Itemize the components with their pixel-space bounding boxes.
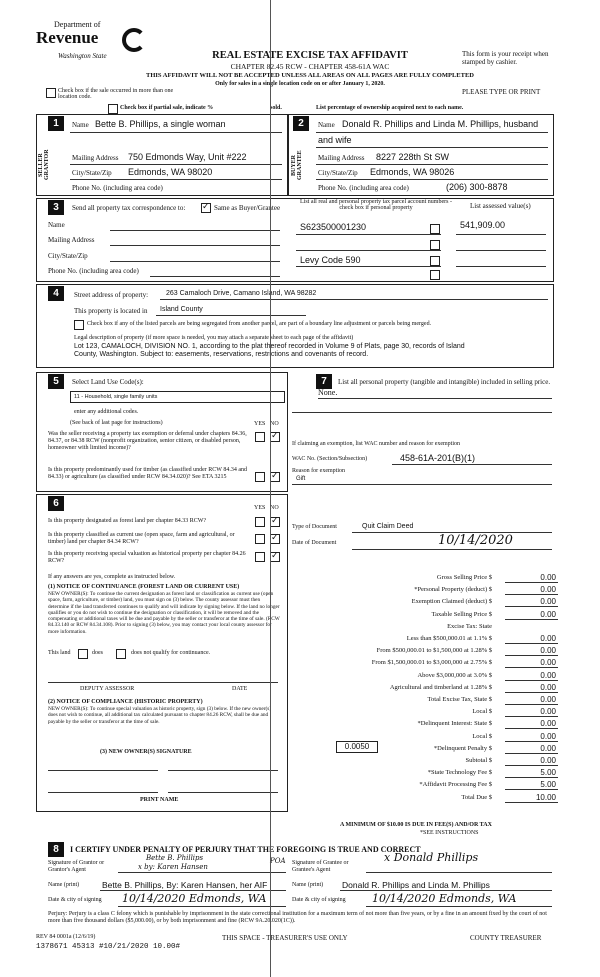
buyer-mailing[interactable]: 8227 228th St SW: [376, 152, 450, 162]
wac-label: WAC No. (Section/Subsection): [292, 456, 368, 462]
partial-sale-label: Check box if partial sale, indicate %: [120, 105, 214, 111]
local-rate[interactable]: 0.0050: [336, 741, 378, 753]
tax-row-label: Total Excise Tax, State $: [427, 696, 492, 703]
seller-city-label: City/State/Zip: [72, 169, 112, 177]
tax-row-label: *Affidavit Processing Fee $: [419, 781, 492, 789]
q6-3-yes[interactable]: [255, 552, 265, 562]
corr-city-label: City/State/Zip: [48, 252, 88, 260]
yes-header-5: YES: [254, 421, 266, 427]
parcel4-checkbox[interactable]: [430, 270, 440, 280]
assessed-header: List assessed value(s): [470, 202, 531, 210]
q6-1-no[interactable]: [270, 517, 280, 527]
q5-1: Was the seller receiving a property tax exemption or deferral under chapters 84.36, 84.37, or 84.38 RCW (nonprofit organization, senior citizen, or disabled person, homeowner with limited income)?: [48, 431, 247, 451]
tax-row-amount[interactable]: 0.00: [540, 585, 556, 595]
grantor-date[interactable]: 10/14/2020 Edmonds, WA: [122, 892, 267, 905]
q5-1-no[interactable]: [270, 432, 280, 442]
form-chapter: CHAPTER 82.45 RCW - CHAPTER 458-61A WAC: [230, 62, 390, 71]
recording-stamp: 1378671 45313 #10/21/2020 10.00#: [36, 943, 181, 951]
doc-date-label: Date of Document: [292, 540, 337, 546]
buyer-city[interactable]: Edmonds, WA 98026: [370, 167, 455, 177]
grantor-name[interactable]: Bette B. Phillips, By: Karen Hansen, her AIF: [102, 880, 268, 890]
section-4-number: 4: [48, 286, 64, 301]
multi-location-checkbox[interactable]: [46, 88, 56, 98]
seller-phone-label: Phone No. (including area code): [72, 184, 163, 192]
seller-mailing-label: Mailing Address: [72, 154, 119, 162]
q6-2: Is this property classified as current use (open space, farm and agricultural, or timber) land per chapter 84.34 RCW?: [48, 532, 235, 545]
dept-logo-text: Revenue: [36, 28, 99, 47]
grantee-sig-label: Signature of Grantee or Grantee's Agent: [292, 860, 349, 873]
grantee-date[interactable]: 10/14/2020 Edmonds, WA: [372, 892, 517, 905]
corr-mailing-label: Mailing Address: [48, 236, 95, 244]
land-does-not-checkbox[interactable]: [116, 649, 126, 659]
parcel-personal-checkbox[interactable]: [430, 224, 440, 234]
minimum-due: A MINIMUM OF $10.00 IS DUE IN FEE(S) AND/OR TAX: [340, 822, 492, 828]
tax-row-label: From $500,000.01 to $1,500,000 at 1.28% $: [376, 647, 492, 655]
no-header-5: NO: [270, 421, 279, 427]
q6-2-yes[interactable]: [255, 534, 265, 544]
tax-row-label: *State Technology Fee $: [427, 769, 492, 777]
grantee-signature[interactable]: x Donald Phillips: [384, 851, 479, 864]
tax-row-amount[interactable]: 0.00: [540, 743, 556, 753]
tax-row-line: [505, 716, 558, 717]
legal-label: Legal description of property (if more space is needed, you may attach a separate sheet to each page of the affidavit): [74, 335, 354, 341]
tax-row-line: [505, 777, 558, 778]
buyer-city-label: City/State/Zip: [318, 169, 358, 177]
reason-label: Reason for exemption: [292, 468, 345, 474]
tax-row-amount[interactable]: 0.00: [540, 695, 556, 704]
tax-row-line: [505, 594, 558, 595]
seller-name[interactable]: Bette B. Phillips, a single woman: [95, 119, 226, 129]
assessor-date-label: DATE: [232, 686, 248, 692]
tax-row-label: Exemption Claimed (deduct) $: [411, 598, 492, 606]
doc-date[interactable]: 10/14/2020: [438, 533, 513, 548]
seller-name-label: Name: [72, 121, 89, 129]
q5-2-no[interactable]: [270, 472, 280, 482]
tax-row-line: [505, 582, 558, 583]
yes-header-6: YES: [254, 505, 266, 511]
new-owner-sig-title: (3) NEW OWNER(S) SIGNATURE: [100, 749, 192, 755]
please-type: PLEASE TYPE OR PRINT: [462, 88, 541, 96]
tax-row-line: [505, 704, 558, 705]
dept-logo: [36, 18, 136, 70]
section-8-number: 8: [48, 842, 64, 857]
historic-title: (2) NOTICE OF COMPLIANCE (HISTORIC PROPERTY): [48, 699, 203, 705]
tax-row-label: Taxable Selling Price $: [431, 610, 492, 618]
tax-row-label: Above $3,000,000 at 3.0% $: [417, 671, 492, 679]
parcel3-checkbox[interactable]: [430, 256, 440, 266]
see-instructions: *SEE INSTRUCTIONS: [420, 830, 479, 836]
tax-row-label: Agricultural and timberland at 1.28% $: [389, 683, 492, 691]
assessed-value[interactable]: 541,909.00: [460, 220, 506, 230]
continuance-text: NEW OWNER(S): To continue the current designation as forest land or classification as current use (open space, farm, agriculture, or timber) land, you must sign on (3) below. The county assessor must then determine if the land transferred continues to qualify and will indicate by signing below. If the land no longer qualifies or you do not wish to continue the designation or classification, it will be removed and the compensating or additional taxes will be due and payable by the seller or transferor at the time of sale. (RCW 84.33.140 or RCW 84.34.108). Prior to signing (3) below, you may contact your local county assessor for more information.: [48, 591, 280, 635]
dept-state: Washington State: [58, 52, 107, 60]
dept-line1: Department of: [54, 20, 101, 29]
tax-row-amount[interactable]: 0.00: [540, 609, 556, 619]
section-3-number: 3: [48, 200, 64, 215]
tax-row-amount[interactable]: 0.00: [540, 634, 556, 643]
segregated-checkbox[interactable]: [74, 320, 84, 330]
form-number: REV 84 0001a (12/6/19): [36, 934, 96, 940]
tax-row-label: Less than $500,000.01 at 1.1% $: [406, 635, 492, 642]
section-2-number: 2: [293, 116, 309, 131]
tax-row-label: From $1,500,000.01 to $3,000,000 at 2.75% $: [371, 659, 492, 667]
tax-row-label: Subtotal $: [465, 757, 492, 764]
q6-3: Is this property receiving special valuation as historical property per chapter 84.26 RCW?: [48, 551, 246, 564]
tax-row-amount[interactable]: 0.00: [540, 756, 556, 765]
parcel-header: List all real and personal property tax parcel account numbers - check box if personal property: [300, 199, 452, 211]
grantee-name[interactable]: Donald R. Phillips and Linda M. Phillips: [342, 880, 490, 890]
tax-row-line: [505, 606, 558, 607]
logo-swirl-icon: [122, 28, 146, 52]
tax-row-line: [505, 667, 558, 668]
tax-row-label: Gross Selling Price $: [436, 574, 492, 581]
personal-property-label: List all personal property (tangible and intangible) included in selling price.: [338, 378, 551, 386]
no-header-6: NO: [270, 505, 279, 511]
seller-side-label: SELLER GRANTOR: [38, 149, 50, 181]
grantor-sig-label: Signature of Grantor or Grantor's Agent: [48, 860, 105, 873]
see-back: (See back of last page for instructions): [70, 420, 163, 426]
located-label: This property is located in: [74, 307, 148, 315]
q5-2-yes[interactable]: [255, 472, 265, 482]
does-not-label: does not qualify for continuance.: [131, 650, 211, 656]
parcel2-checkbox[interactable]: [430, 240, 440, 250]
section-6-number: 6: [48, 496, 64, 511]
form-title: REAL ESTATE EXCISE TAX AFFIDAVIT: [212, 50, 408, 61]
tax-row-amount[interactable]: 0.00: [540, 707, 556, 717]
treasurer-space-label: THIS SPACE - TREASURER'S USE ONLY: [222, 934, 348, 942]
print-name-label: PRINT NAME: [140, 797, 179, 803]
additional-codes: enter any additional codes.: [74, 409, 139, 415]
tax-row-line: [505, 655, 558, 656]
tax-row-line: [505, 765, 558, 766]
tax-row-amount[interactable]: 0.00: [540, 573, 556, 582]
corr-name-label: Name: [48, 221, 65, 229]
exemption-label: If claiming an exemption, list WAC number and reason for exemption: [292, 441, 461, 447]
seller-mailing[interactable]: 750 Edmonds Way, Unit #222: [128, 152, 247, 162]
perjury-notice: Perjury: Perjury is a class C felony which is punishable by imprisonment in the state correctional institution for a maximum term of not more than five years, or by a fine in an amount fixed by the court of not more than five thousand dollars ($5,000.00), or by both imprisonment and fine (RCW 9A.20.020(1C)).: [48, 911, 547, 924]
section-5-number: 5: [48, 374, 64, 389]
tax-row-label: Total Due $: [461, 793, 492, 801]
corr-phone-label: Phone No. (including area code): [48, 267, 139, 275]
ownership-note: List percentage of ownership acquired next to each name.: [316, 105, 464, 111]
tax-row-label: *Delinquent Penalty $: [433, 744, 492, 752]
q5-2: Is this property predominantly used for timber (as classified under RCW 84.34 and 84.33) or agriculture (as classified under RCW 84.34.020)? See ETA 3215: [48, 467, 248, 480]
tax-row-line: [505, 680, 558, 681]
tax-row-amount[interactable]: 0.00: [540, 658, 556, 668]
personal-property[interactable]: None.: [318, 388, 338, 397]
tax-row-amount[interactable]: 0.00: [540, 597, 556, 607]
tax-row-line: [505, 728, 558, 729]
grantor-name-label: Name (print): [48, 882, 80, 888]
tax-row-line: [505, 741, 558, 742]
segregated-label: Check box if any of the listed parcels are being segregated from another parcel, are part of a boundary line adjustment or parcels being merged.: [87, 321, 432, 327]
this-land-label: This land: [48, 650, 71, 656]
same-as-buyer-label: Same as Buyer/Grantee: [214, 204, 281, 212]
buyer-name-line1[interactable]: Donald R. Phillips and Linda M. Phillips, husband: [342, 119, 539, 129]
historic-text: NEW OWNER(S): To continue special valuation as historic property, sign (3) below. If the new owner(s) does not wish to continue, all additional tax calculated pursuant to chapter 84.26 RCW, shall be due and payable by the seller or transferor at the time of sale.: [48, 706, 272, 725]
buyer-mailing-label: Mailing Address: [318, 154, 365, 162]
land-use-select[interactable]: 11 - Household, single family units: [70, 391, 285, 403]
tax-row-amount[interactable]: 0.00: [540, 719, 556, 729]
tax-row-amount[interactable]: 5.00: [540, 780, 556, 790]
parcel-number[interactable]: S623500001230: [300, 222, 367, 232]
tax-row-amount[interactable]: 10.00: [535, 792, 556, 802]
land-use-label: Select Land Use Code(s):: [72, 378, 144, 386]
receipt-note: This form is your receipt when stamped by cashier.: [462, 50, 549, 66]
send-corr-label: Send all property tax correspondence to:: [72, 204, 186, 212]
grantor-date-label: Date & city of signing: [48, 897, 102, 903]
tax-row-line: [505, 789, 558, 790]
multi-location-label: Check box if the sale occurred in more than one location code.: [58, 88, 174, 100]
tax-row-line: [505, 619, 558, 620]
sales-note: Only for sales in a single location code on or after January 1, 2020.: [215, 81, 385, 87]
poa-mark: POA: [270, 857, 286, 865]
tax-row-line: [505, 643, 558, 644]
if-yes-note: If any answers are yes, complete as instructed below.: [48, 574, 176, 580]
grantor-signature-2[interactable]: x by: Karen Hansen: [138, 863, 208, 871]
q6-3-no[interactable]: [270, 552, 280, 562]
tax-row-label: Local $: [472, 732, 492, 740]
grantee-date-label: Date & city of signing: [292, 897, 346, 903]
partial-sale-checkbox[interactable]: [108, 104, 118, 114]
land-does-checkbox[interactable]: [78, 649, 88, 659]
tax-row-label: Excise Tax: State: [447, 622, 492, 630]
q6-2-no[interactable]: [270, 534, 280, 544]
legal-line1[interactable]: Lot 123, CAMALOCH, DIVISION NO. 1, according to the plat thereof recorded in Volume 9 of Plats, page 30, records of Island: [74, 343, 465, 350]
sold-label: sold.: [270, 105, 282, 111]
tax-row-line: [505, 753, 558, 754]
doc-type-label: Type of Document: [292, 524, 337, 530]
tax-row-amount[interactable]: 0.00: [540, 670, 556, 680]
tax-row-amount[interactable]: 0.00: [540, 682, 556, 692]
levy-code[interactable]: Levy Code 590: [300, 255, 361, 265]
tax-row-amount[interactable]: 5.00: [540, 768, 556, 778]
buyer-name-line2[interactable]: and wife: [318, 135, 352, 145]
q6-1-yes[interactable]: [255, 517, 265, 527]
certify-text: I CERTIFY UNDER PENALTY OF PERJURY THAT THE FOREGOING IS TRUE AND CORRECT: [70, 845, 421, 854]
buyer-side-label: BUYER GRANTEE: [291, 150, 303, 180]
tax-row-amount[interactable]: 0.00: [540, 646, 556, 656]
q6-1: Is this property designated as forest land per chapter 84.33 RCW?: [48, 518, 207, 524]
street-label: Street address of property:: [74, 291, 149, 299]
section-7-number: 7: [316, 374, 332, 389]
tax-row-label: *Delinquent Interest: State $: [417, 720, 492, 728]
deputy-assessor-label: DEPUTY ASSESSOR: [80, 686, 135, 692]
legal-line2[interactable]: County, Washington. Subject to: easements, reservations, restrictions and covenants of record.: [74, 351, 369, 358]
wac-number[interactable]: 458-61A-201(B)(1): [400, 453, 476, 463]
q5-1-yes[interactable]: [255, 432, 265, 442]
street-address[interactable]: 263 Camaloch Drive, Camano Island, WA 98282: [166, 290, 317, 297]
grantor-signature-1[interactable]: Bette B. Phillips: [146, 854, 204, 862]
county-treasurer-label: COUNTY TREASURER: [470, 934, 542, 942]
located-county[interactable]: Island County: [160, 306, 203, 313]
buyer-phone-label: Phone No. (including area code): [318, 184, 409, 192]
doc-type[interactable]: Quit Claim Deed: [362, 523, 414, 530]
reason-value[interactable]: Gift: [296, 476, 306, 482]
buyer-name-label: Name: [318, 121, 335, 129]
tax-row-label: Local $: [472, 708, 492, 716]
section-1-number: 1: [48, 116, 64, 131]
tax-row-line: [505, 802, 558, 803]
scan-fold-line: [270, 0, 271, 977]
does-label: does: [92, 650, 103, 656]
seller-city[interactable]: Edmonds, WA 98020: [128, 167, 213, 177]
same-as-buyer-checkbox[interactable]: [201, 203, 211, 213]
buyer-phone[interactable]: (206) 300-8878: [446, 182, 508, 192]
tax-row-line: [505, 692, 558, 693]
continuance-title: (1) NOTICE OF CONTINUANCE (FOREST LAND OR CURRENT USE): [48, 584, 240, 590]
form-warning: THIS AFFIDAVIT WILL NOT BE ACCEPTED UNLESS ALL AREAS ON ALL PAGES ARE FULLY COMPLETED: [146, 72, 474, 79]
grantee-name-label: Name (print): [292, 882, 324, 888]
tax-row-amount[interactable]: 0.00: [540, 731, 556, 741]
tax-row-label: *Personal Property (deduct) $: [414, 586, 492, 594]
